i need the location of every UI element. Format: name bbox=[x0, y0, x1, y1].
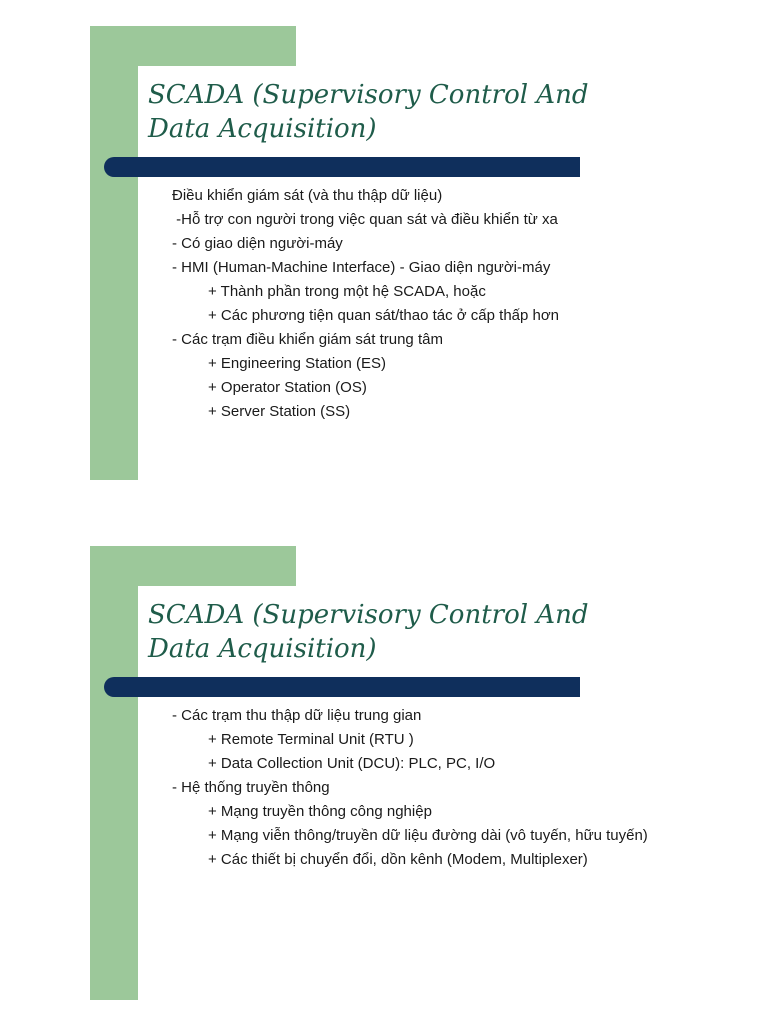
slide-title-line-2: Data Acquisition) bbox=[148, 634, 377, 664]
body-line: + Mạng viễn thông/truyền dữ liệu đường dài (vô tuyến, hữu tuyến) bbox=[208, 827, 648, 844]
slide-title-line-1: SCADA (Supervisory Control And bbox=[148, 80, 589, 110]
slide-title-line-1: SCADA (Supervisory Control And bbox=[148, 600, 589, 630]
slide-2 bbox=[0, 520, 768, 980]
slide-title-line-2: Data Acquisition) bbox=[148, 114, 377, 144]
body-line: - Có giao diện người-máy bbox=[172, 235, 343, 252]
title-divider-bar bbox=[104, 677, 580, 697]
body-line: + Server Station (SS) bbox=[208, 403, 351, 420]
slide-body bbox=[172, 704, 652, 872]
body-line: Điều khiển giám sát (và thu thập dữ liệu) bbox=[172, 187, 443, 204]
body-line: - HMI (Human-Machine Interface) - Giao diện người-máy bbox=[172, 259, 551, 276]
body-line: - Các trạm điều khiển giám sát trung tâm bbox=[172, 331, 443, 348]
title-divider-bar bbox=[104, 157, 580, 177]
body-line: + Remote Terminal Unit (RTU ) bbox=[208, 731, 414, 748]
body-line: + Mạng truyền thông công nghiệp bbox=[208, 803, 432, 820]
slide-title bbox=[148, 598, 608, 666]
slide-1 bbox=[0, 0, 768, 460]
body-line: + Operator Station (OS) bbox=[208, 379, 367, 396]
body-line: + Engineering Station (ES) bbox=[208, 355, 387, 372]
body-line: - Hệ thống truyền thông bbox=[172, 779, 330, 796]
body-line: + Các thiết bị chuyển đổi, dồn kênh (Modem, Multiplexer) bbox=[208, 851, 588, 868]
body-line: + Thành phần trong một hệ SCADA, hoặc bbox=[208, 283, 486, 300]
body-line: -Hỗ trợ con người trong việc quan sát và điều khiển từ xa bbox=[172, 211, 558, 228]
body-line: - Các trạm thu thập dữ liệu trung gian bbox=[172, 707, 422, 724]
slide-body bbox=[172, 184, 652, 424]
slide-title bbox=[148, 78, 608, 146]
body-line: + Data Collection Unit (DCU): PLC, PC, I/O bbox=[208, 755, 496, 772]
body-line: + Các phương tiện quan sát/thao tác ở cấp thấp hơn bbox=[208, 307, 560, 324]
